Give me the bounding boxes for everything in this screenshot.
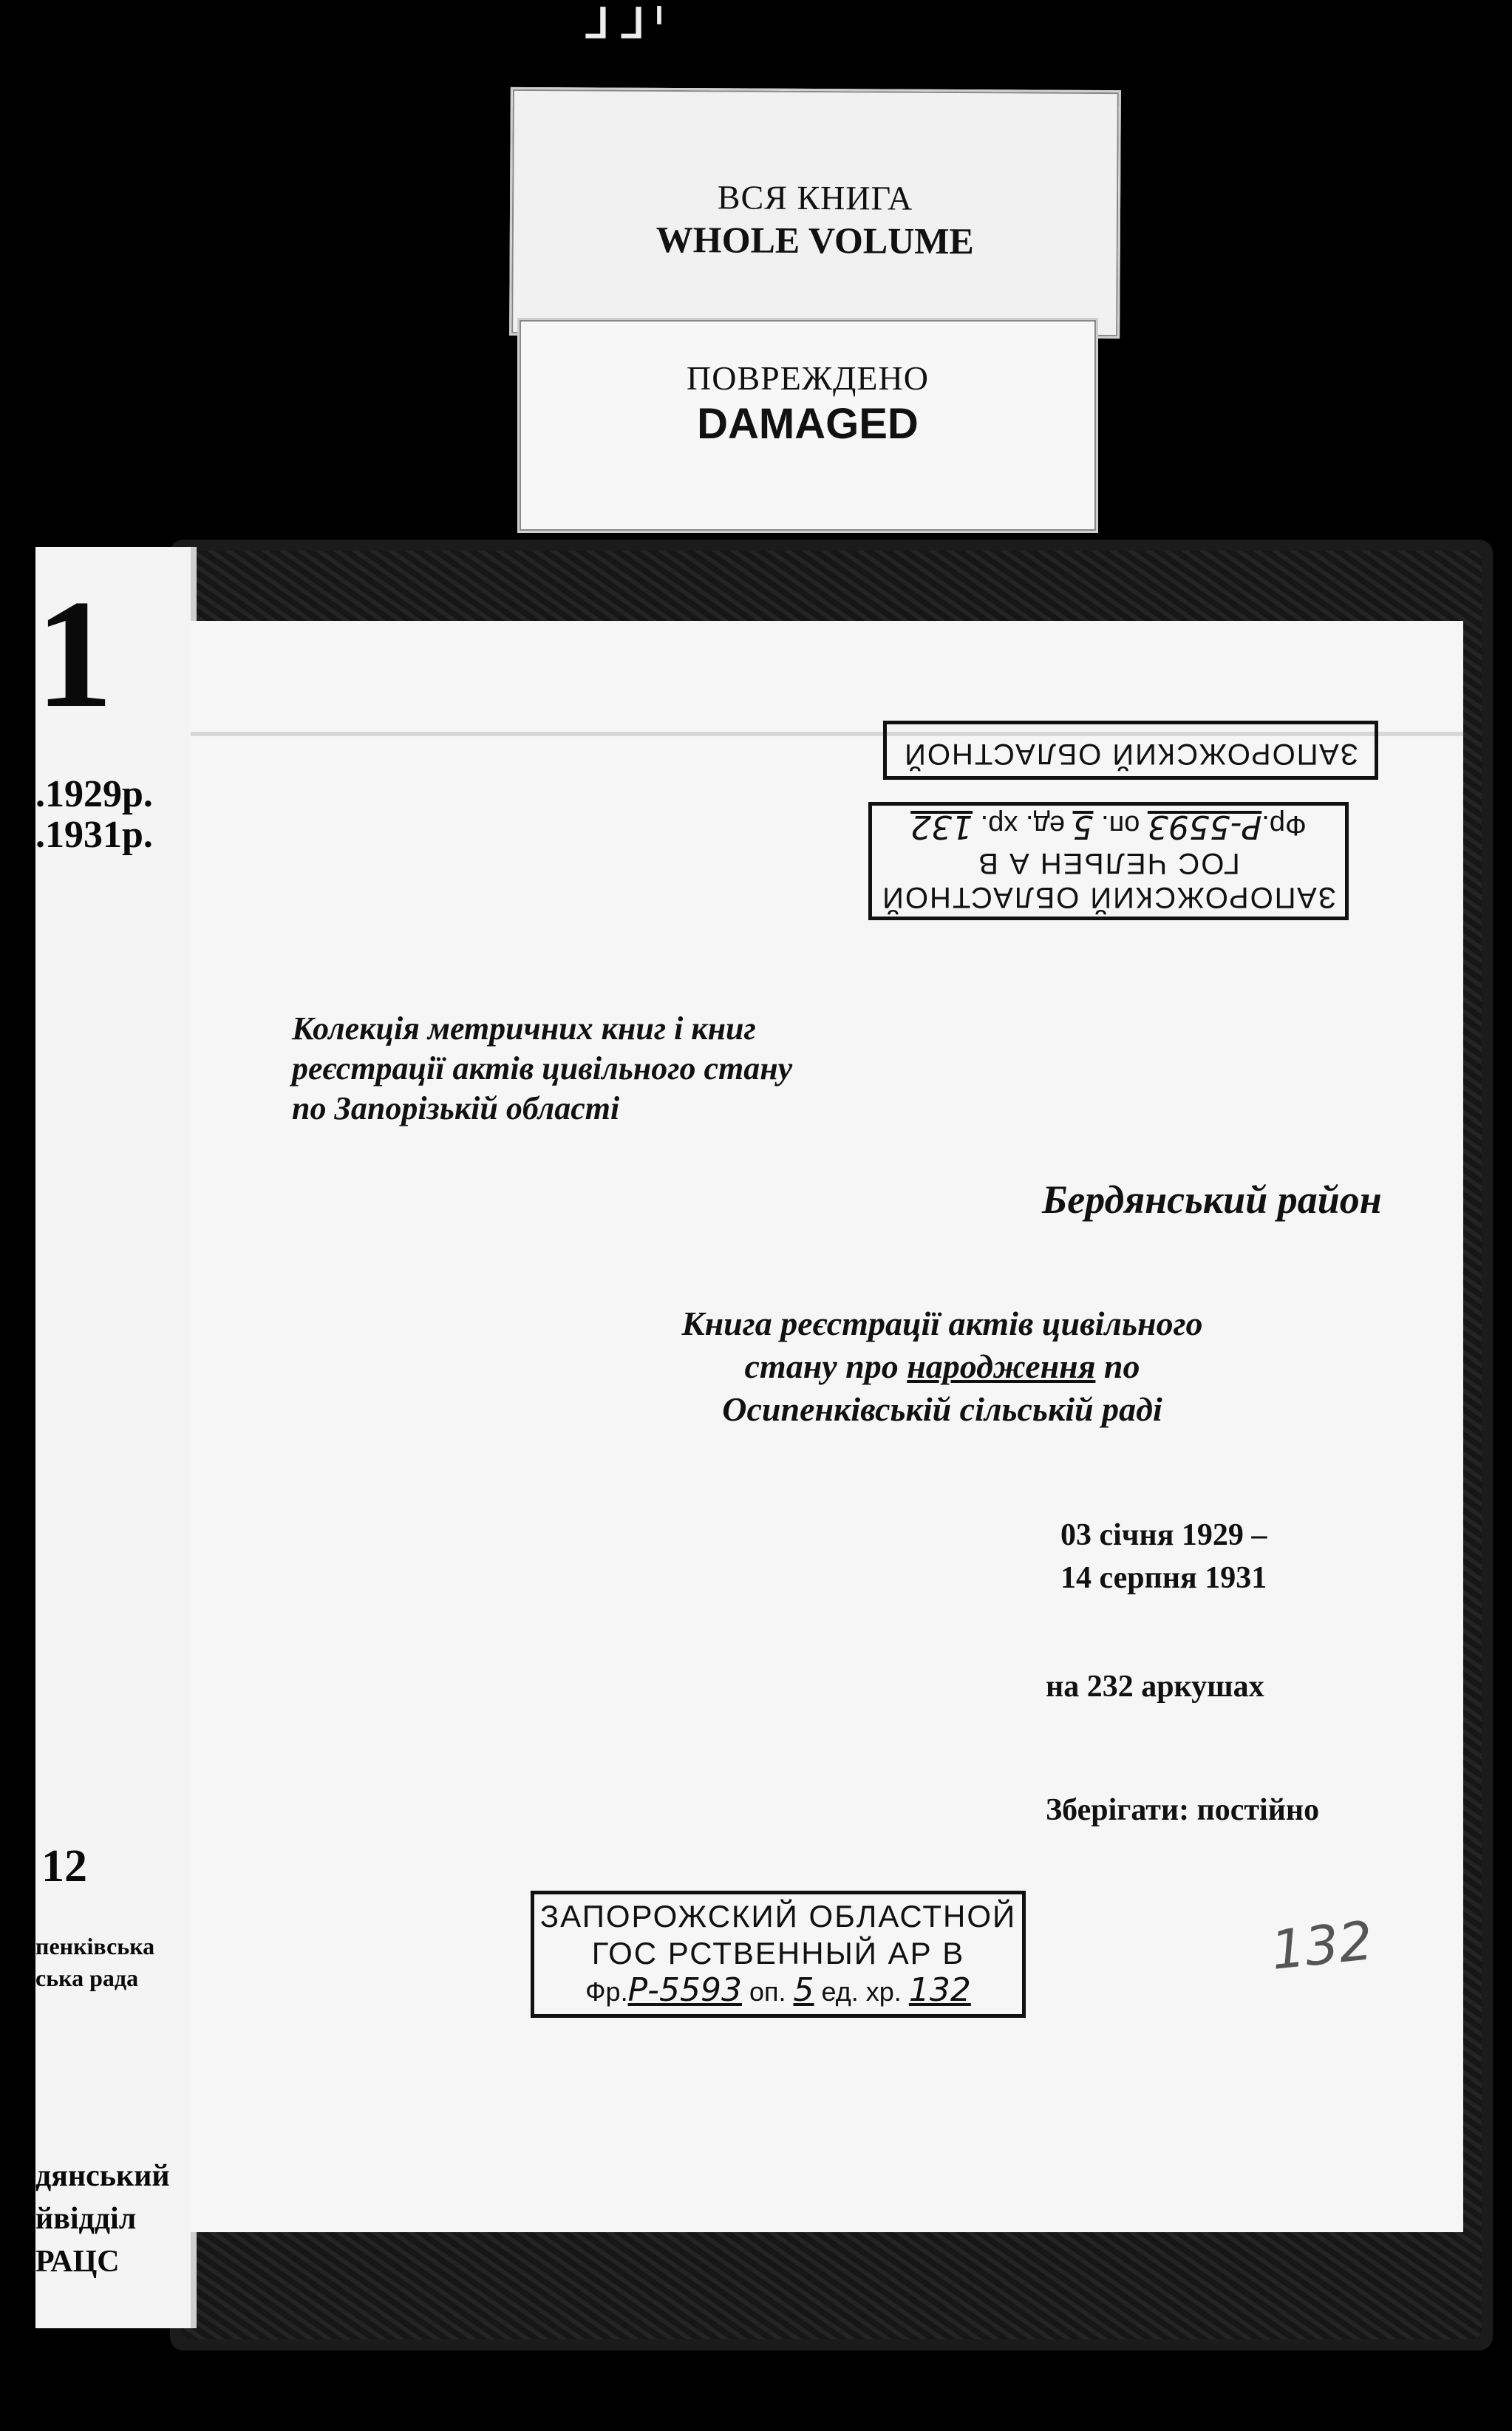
spine-office-line3: РАЦС — [35, 2245, 120, 2279]
stamp-middle-item: 132 — [910, 808, 973, 846]
archive-stamp-top — [883, 721, 1378, 780]
damaged-label — [517, 318, 1098, 533]
stamp-middle-inventory: 5 — [1072, 808, 1094, 846]
collection-line1: Колекція метричних книг і книг — [292, 1010, 756, 1047]
stamp-bottom-fund-label: Фр. — [585, 1976, 628, 2007]
book-line2 — [636, 1345, 1249, 1388]
book-title — [636, 1302, 1249, 1431]
whole-volume-ru: ВСЯ КНИГА — [717, 178, 913, 217]
stamp-middle-line2: ГОС ЧЕЛЬЕН А В — [977, 847, 1240, 880]
archive-stamp-bottom — [531, 1891, 1026, 2018]
spine-office-line1: дянський — [35, 2159, 170, 2193]
date-start: 03 січня 1929 – — [1060, 1518, 1267, 1552]
district-name: Бердянський район — [1042, 1177, 1382, 1222]
stamp-top-text: ЗАПОРОЖСКИЙ ОБЛАСТНОЙ — [903, 738, 1358, 770]
spine-item-number: 12 — [41, 1841, 87, 1891]
date-end: 14 серпня 1931 — [1060, 1561, 1267, 1595]
stamp-middle-fund: Р-5593 — [1147, 808, 1262, 846]
damaged-ru: ПОВРЕЖДЕНО — [687, 359, 929, 397]
stamp-bottom-line3 — [534, 1971, 1022, 2009]
handwritten-item-number: 132 — [1267, 1909, 1376, 1982]
collection-line3: по Запорізькій області — [292, 1090, 620, 1126]
top-edge-marks: ᒧ ᒧ ᑊ — [584, 1, 664, 47]
spine-office-line2: йвідділ — [35, 2202, 137, 2236]
spine-village-line2: ська рада — [35, 1965, 139, 1991]
stamp-bottom-inventory: 5 — [793, 1971, 814, 2009]
stamp-middle-line1: ЗАПОРОЖСКИЙ ОБЛАСТНОЙ — [881, 881, 1336, 914]
book-line2-post: по — [1103, 1347, 1140, 1385]
whole-volume-label — [509, 87, 1121, 339]
stamp-bottom-inventory-label: оп. — [749, 1976, 786, 2007]
damaged-en: DAMAGED — [697, 400, 919, 448]
stamp-middle-line3: Фр.Р-5593 оп. 5 ед. хр. 132 — [910, 808, 1307, 846]
spine-village-line1: пенківська — [35, 1933, 155, 1959]
spine-date-start: .1929р. — [35, 773, 153, 815]
spine-volume-number: 1 — [35, 568, 113, 740]
stamp-bottom-item-label: ед. хр. — [821, 1976, 902, 2007]
whole-volume-en: WHOLE VOLUME — [655, 218, 974, 262]
collection-title — [292, 1009, 792, 1129]
collection-line2: реєстрації актів цивільного стану — [292, 1050, 793, 1087]
spine-date-end: .1931р. — [35, 814, 153, 856]
stamp-bottom-line2: ГОС РСТВЕННЫЙ АР В — [591, 1936, 965, 1971]
book-line3: Осипенківській сільській раді — [722, 1390, 1162, 1428]
book-record-type: народження — [907, 1347, 1096, 1385]
stamp-bottom-item: 132 — [908, 1971, 971, 2009]
book-line1: Книга реєстрації актів цивільного — [681, 1305, 1203, 1342]
sheet-count: на 232 аркушах — [1046, 1670, 1264, 1704]
retention-period: Зберігати: постійно — [1046, 1793, 1320, 1827]
archive-stamp-middle — [868, 802, 1349, 920]
date-range — [1060, 1514, 1267, 1599]
stamp-bottom-line1: ЗАПОРОЖСКИЙ ОБЛАСТНОЙ — [539, 1899, 1017, 1934]
stamp-bottom-fund: Р-5593 — [627, 1971, 742, 2009]
book-line2-pre: стану про — [744, 1347, 899, 1385]
book-spine — [35, 547, 197, 2328]
